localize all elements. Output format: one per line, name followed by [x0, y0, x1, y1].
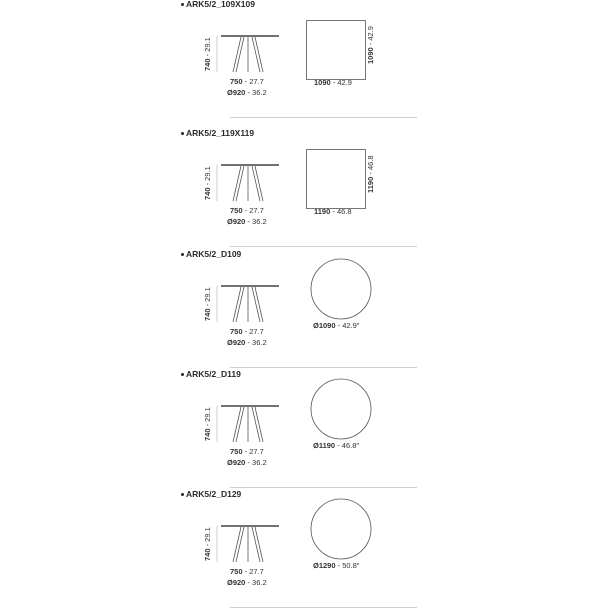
model-name: ARK5/2_D119 — [186, 369, 241, 379]
height-label: 740 - 29.1 — [203, 37, 212, 71]
model-section — [0, 249, 600, 374]
model-name: ARK5/2_119X119 — [186, 128, 255, 138]
model-title — [181, 128, 254, 138]
top-width-label: Ø1290 - 50.8" — [313, 561, 360, 570]
top-width-label: Ø1190 - 46.8" — [313, 441, 360, 450]
model-section — [0, 369, 600, 494]
round-top-drawing — [310, 498, 372, 560]
section-divider — [230, 487, 417, 488]
bullet-icon — [181, 493, 184, 496]
model-title — [181, 489, 241, 499]
bullet-icon — [181, 3, 184, 6]
bullet-icon — [181, 373, 184, 376]
top-width-label: 1090 - 42.9 — [314, 78, 352, 87]
round-top-outline — [311, 379, 371, 439]
round-top-drawing — [310, 378, 372, 440]
model-title — [181, 0, 255, 9]
base-width-label: 750 - 27.7 — [230, 567, 264, 576]
model-name: ARK5/2_109X109 — [186, 0, 255, 9]
top-width-label: 1190 - 46.8 — [314, 207, 352, 216]
section-divider — [230, 117, 417, 118]
model-section — [0, 489, 600, 614]
top-width-label: Ø1090 - 42.9" — [313, 321, 360, 330]
base-diameter-label: Ø920 - 36.2 — [227, 458, 267, 467]
square-top-drawing — [306, 149, 366, 209]
square-top-outline — [307, 21, 366, 80]
base-diameter-label: Ø920 - 36.2 — [227, 338, 267, 347]
height-label: 740 - 29.1 — [203, 407, 212, 441]
base-width-label: 750 - 27.7 — [230, 206, 264, 215]
square-top-outline — [307, 150, 366, 209]
section-divider — [230, 246, 417, 247]
base-diameter-label: Ø920 - 36.2 — [227, 88, 267, 97]
bullet-icon — [181, 253, 184, 256]
square-top-drawing — [306, 20, 366, 80]
model-section — [0, 128, 600, 253]
base-width-label: 750 - 27.7 — [230, 77, 264, 86]
round-top-outline — [311, 259, 371, 319]
model-name: ARK5/2_D129 — [186, 489, 242, 499]
model-title — [181, 369, 241, 379]
height-label: 740 - 29.1 — [203, 166, 212, 200]
base-width-label: 750 - 27.7 — [230, 327, 264, 336]
height-label: 740 - 29.1 — [203, 527, 212, 561]
base-width-label: 750 - 27.7 — [230, 447, 264, 456]
base-diameter-label: Ø920 - 36.2 — [227, 217, 267, 226]
top-depth-label: 1090 - 42.9 — [366, 26, 375, 64]
section-divider — [230, 367, 417, 368]
model-title — [181, 249, 241, 259]
height-label: 740 - 29.1 — [203, 287, 212, 321]
top-depth-label: 1190 - 46.8 — [366, 155, 375, 193]
model-section — [0, 0, 600, 124]
section-divider — [230, 607, 417, 608]
round-top-drawing — [310, 258, 372, 320]
bullet-icon — [181, 132, 184, 135]
round-top-outline — [311, 499, 371, 559]
model-name: ARK5/2_D109 — [186, 249, 242, 259]
base-diameter-label: Ø920 - 36.2 — [227, 578, 267, 587]
